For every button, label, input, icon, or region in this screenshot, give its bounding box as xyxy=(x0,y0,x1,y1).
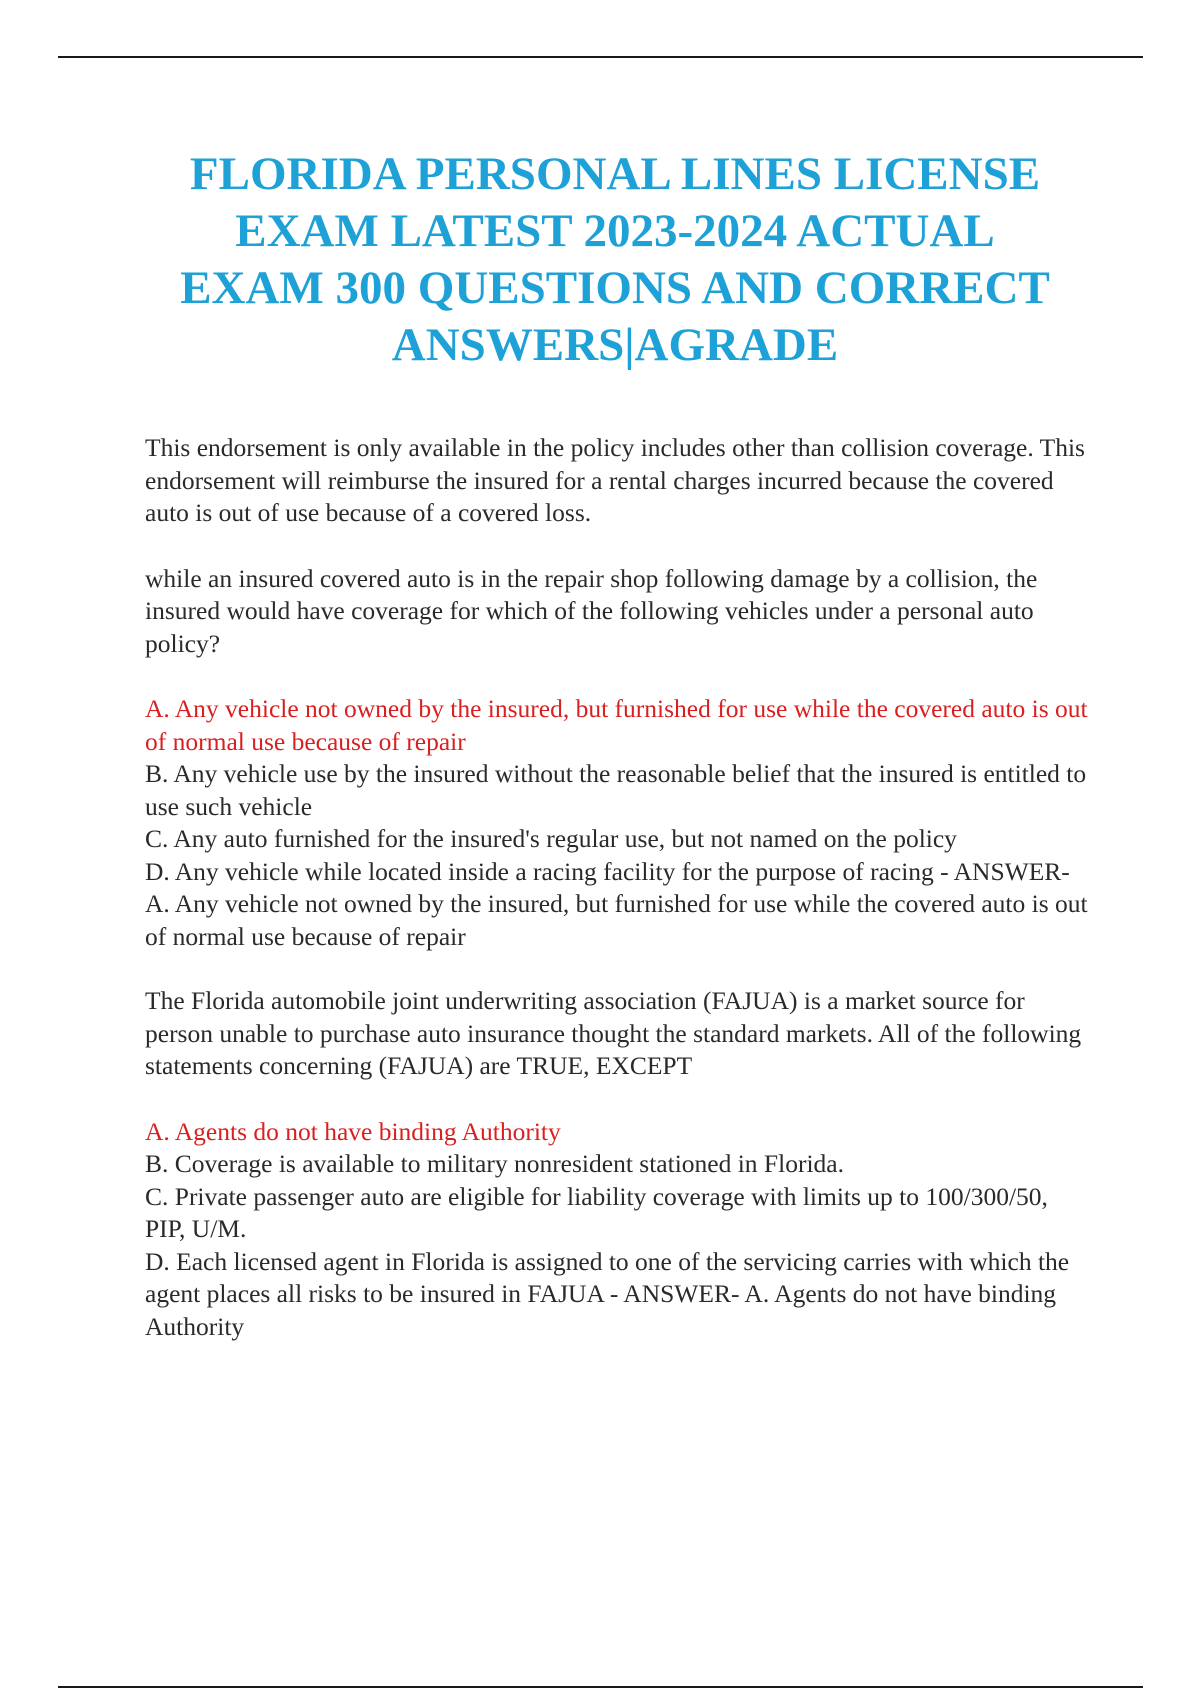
title-line: ANSWERS|AGRADE xyxy=(391,319,839,371)
question-1-text: while an insured covered auto is in the repair shop following damage by a collision, the insured would have coverage for which of the following vehicles under a personal auto policy? xyxy=(145,563,1038,658)
question-2-text: The Florida automobile joint underwriting association (FAJUA) is a market source for person unable to purchase auto insurance thought the standard markets. All of the following statements concerning (FAJUA) are TRUE, EXCEPT xyxy=(145,986,1082,1080)
title-line: EXAM 300 QUESTIONS AND CORRECT xyxy=(180,262,1050,314)
top-rule xyxy=(58,56,1143,58)
question-1-option-d-answer: D. Any vehicle while located inside a racing facility for the purpose of racing - ANSWER- A. Any vehicle not owned by the insured, but furnished for use while the covered auto is out of normal use because of repair xyxy=(145,856,1088,951)
intro-paragraph: This endorsement is only available in the policy includes other than collision coverage. This endorsement will reimburse the insured for a rental charges incurred because the covered auto is out of use because of a covered loss. xyxy=(145,433,1085,527)
title-line: FLORIDA PERSONAL LINES LICENSE xyxy=(189,148,1041,200)
question-2-option-c: C. Private passenger auto are eligible for liability coverage with limits up to 100/300/50, PIP, U/M. xyxy=(145,1181,1048,1243)
question-1-option-a-correct: A. Any vehicle not owned by the insured, but furnished for use while the covered auto is out of normal use because of repair xyxy=(145,694,1088,756)
question-1-option-b: B. Any vehicle use by the insured without the reasonable belief that the insured is entitled to use such vehicle xyxy=(145,759,1087,821)
title-line: EXAM LATEST 2023-2024 ACTUAL xyxy=(235,205,995,257)
question-2-option-b: B. Coverage is available to military nonresident stationed in Florida. xyxy=(145,1149,844,1178)
question-2-option-a-correct: A. Agents do not have binding Authority xyxy=(145,1116,561,1146)
question-1-option-c: C. Any auto furnished for the insured's regular use, but not named on the policy xyxy=(145,824,957,853)
bottom-rule xyxy=(58,1686,1143,1688)
question-2-option-d-answer: D. Each licensed agent in Florida is assigned to one of the servicing carries with which the agent places all risks to be insured in FAJUA - ANSWER- A. Agents do not have binding Authority xyxy=(145,1246,1070,1341)
question-2-options xyxy=(145,1116,1090,1344)
document-title xyxy=(150,146,1080,374)
question-1-options xyxy=(145,693,1090,953)
document-body xyxy=(145,432,1090,1375)
